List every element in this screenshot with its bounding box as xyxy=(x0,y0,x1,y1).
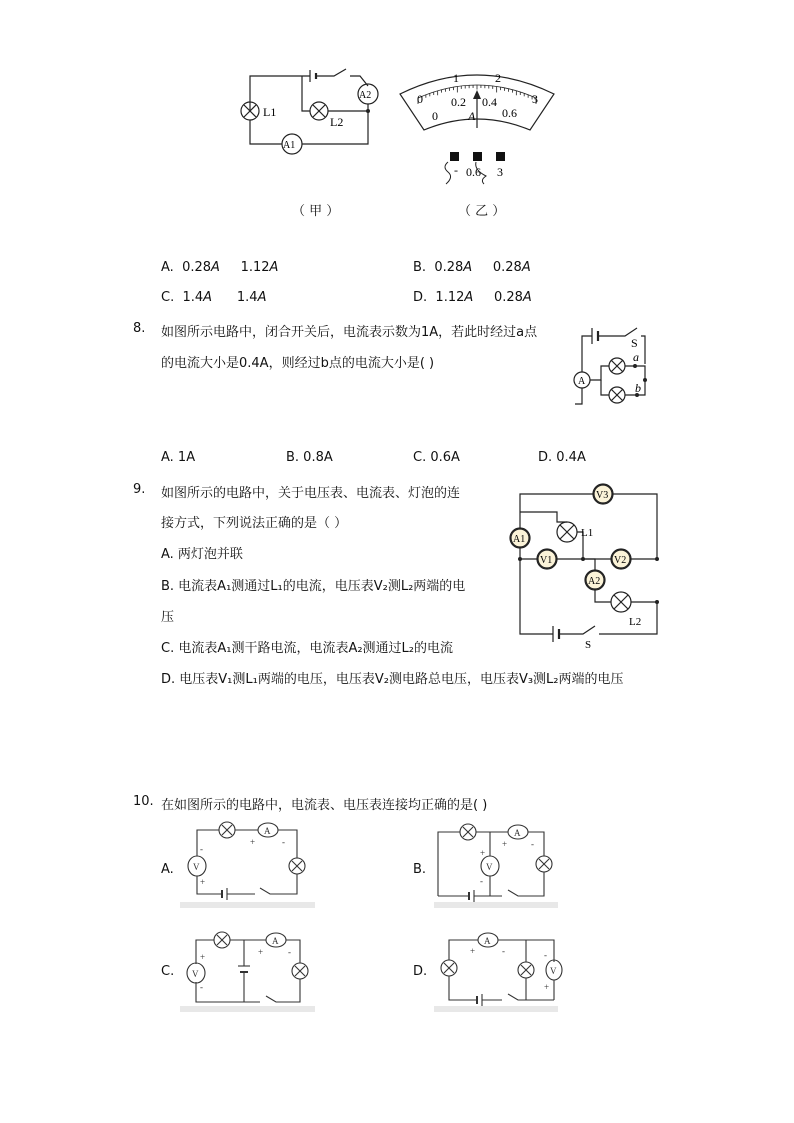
svg-text:A: A xyxy=(514,828,521,838)
value: 1.4 xyxy=(182,290,204,305)
svg-text:-: - xyxy=(544,950,547,960)
label-A2: A2 xyxy=(359,90,372,101)
svg-text:-: - xyxy=(282,837,285,847)
terminal-minus: - xyxy=(454,163,458,177)
value: 1.4 xyxy=(236,290,258,305)
value: 1.12 xyxy=(435,290,465,305)
q9-option-a[interactable]: A. 两灯泡并联 xyxy=(161,547,243,562)
value: 0.28 xyxy=(182,260,212,275)
label-V1: V1 xyxy=(540,555,553,566)
value: 0.28 xyxy=(493,290,523,305)
q10-option-c-letter[interactable]: C. xyxy=(161,964,175,979)
top-scale-0: 0 xyxy=(417,92,423,106)
svg-text:+: + xyxy=(470,946,476,956)
svg-text:V: V xyxy=(193,862,200,872)
q9-number: 9. xyxy=(133,482,146,497)
bottom-scale-0: 0 xyxy=(432,109,438,123)
q9-option-d[interactable]: D. 电压表V₁测L₁两端的电压，电压表V₂测电路总电压，电压表V₃测L₂两端的电压 xyxy=(161,672,624,687)
svg-text:+: + xyxy=(544,982,550,992)
label-a: a xyxy=(633,350,639,364)
top-scale-1: 1 xyxy=(453,71,459,85)
q9-stem-line2: 接方式，下列说法正确的是（ ） xyxy=(161,516,348,531)
svg-text:+: + xyxy=(250,837,256,847)
svg-text:-: - xyxy=(502,946,505,956)
q9-option-b-line1[interactable]: B. 电流表A₁测通过L₁的电流，电压表V₂测L₂两端的电 xyxy=(161,579,466,594)
option-letter: B. xyxy=(413,260,427,275)
label-S: S xyxy=(631,336,638,350)
svg-text:-: - xyxy=(531,839,534,849)
bottom-scale-06: 0.6 xyxy=(502,106,517,120)
q9-option-b-line2[interactable]: 压 xyxy=(161,610,175,625)
circuit-q10-d[interactable] xyxy=(434,928,558,1012)
top-scale-2: 2 xyxy=(495,71,501,85)
top-scale-3: 3 xyxy=(532,92,538,106)
q8-option-d[interactable]: D. 0.4A xyxy=(538,450,586,465)
terminal-3: 3 xyxy=(497,165,503,179)
circuit-q10-c[interactable] xyxy=(180,930,315,1012)
label-V3: V3 xyxy=(596,490,609,501)
q8-stem-line2: 的电流大小是0.4A，则经过b点的电流大小是( ) xyxy=(161,356,435,371)
svg-text:-: - xyxy=(288,947,291,957)
svg-text:A: A xyxy=(484,936,491,946)
unit-A: A xyxy=(468,109,476,123)
label-A1: A1 xyxy=(513,534,526,545)
q8-number: 8. xyxy=(133,321,146,336)
q7-option-a[interactable] xyxy=(161,260,278,275)
q9-option-c[interactable]: C. 电流表A₁测干路电流，电流表A₂测通过L₂的电流 xyxy=(161,641,454,656)
circuit-q10-b[interactable] xyxy=(434,826,558,908)
circuit-q10-a[interactable] xyxy=(180,826,315,908)
q10-option-d-letter[interactable]: D. xyxy=(413,964,428,979)
q10-stem: 在如图所示的电路中，电流表、电压表连接均正确的是( ) xyxy=(161,798,488,813)
q7-option-b[interactable] xyxy=(413,260,531,275)
svg-text:+: + xyxy=(502,839,508,849)
label-A1: A1 xyxy=(283,140,296,151)
circuit-q8-figure xyxy=(565,322,661,410)
q10-number: 10. xyxy=(133,794,154,809)
label-L2: L2 xyxy=(330,115,344,129)
ammeter-yi-figure xyxy=(398,66,556,184)
q8-option-a[interactable]: A. 1A xyxy=(161,450,196,465)
q8-stem-line1: 如图所示电路中，闭合开关后，电流表示数为1A，若此时经过a点 xyxy=(161,325,538,340)
label-A2: A2 xyxy=(588,576,601,587)
option-letter: A. xyxy=(161,260,174,275)
q10-option-b-letter[interactable]: B. xyxy=(413,862,427,877)
svg-text:V: V xyxy=(192,969,199,979)
value: 0.28 xyxy=(434,260,464,275)
unit: A xyxy=(269,260,279,275)
caption-yi: （ 乙 ） xyxy=(458,204,506,219)
unit: A xyxy=(522,290,532,305)
label-L1: L1 xyxy=(581,527,594,539)
svg-text:A: A xyxy=(272,936,279,946)
unit: A xyxy=(464,290,474,305)
svg-text:-: - xyxy=(480,876,483,886)
label-S: S xyxy=(585,639,592,651)
svg-text:+: + xyxy=(200,877,206,887)
q7-option-c[interactable] xyxy=(161,290,266,305)
terminal-06: 0.6 xyxy=(466,165,481,179)
svg-text:V: V xyxy=(486,862,493,872)
option-letter: C. xyxy=(161,290,175,305)
svg-text:+: + xyxy=(258,947,264,957)
q9-stem-line1: 如图所示的电路中，关于电压表、电流表、灯泡的连 xyxy=(161,486,461,501)
svg-text:+: + xyxy=(480,848,486,858)
svg-text:A: A xyxy=(264,826,271,836)
option-letter: D. xyxy=(413,290,428,305)
unit: A xyxy=(211,260,220,275)
unit: A xyxy=(463,260,473,275)
label-V2: V2 xyxy=(614,555,627,566)
bottom-scale-02: 0.2 xyxy=(451,95,466,109)
label-L2: L2 xyxy=(629,616,642,628)
q10-option-a-letter[interactable]: A. xyxy=(161,862,174,877)
label-L1: L1 xyxy=(263,105,277,119)
q8-option-c[interactable]: C. 0.6A xyxy=(413,450,460,465)
label-b: b xyxy=(635,381,641,395)
value: 1.12 xyxy=(240,260,270,275)
circuit-q9-figure xyxy=(505,484,665,651)
svg-text:+: + xyxy=(200,952,206,962)
unit: A xyxy=(521,260,531,275)
unit: A xyxy=(203,290,213,305)
q8-option-b[interactable]: B. 0.8A xyxy=(286,450,333,465)
circuit-jia-figure xyxy=(232,66,382,158)
label-A: A xyxy=(578,376,586,387)
unit: A xyxy=(257,290,267,305)
caption-jia: （ 甲 ） xyxy=(292,204,340,219)
svg-text:-: - xyxy=(200,982,203,992)
q7-option-d[interactable] xyxy=(413,290,532,305)
svg-text:-: - xyxy=(200,844,203,854)
svg-text:V: V xyxy=(550,966,557,976)
value: 0.28 xyxy=(492,260,522,275)
bottom-scale-04: 0.4 xyxy=(482,95,497,109)
